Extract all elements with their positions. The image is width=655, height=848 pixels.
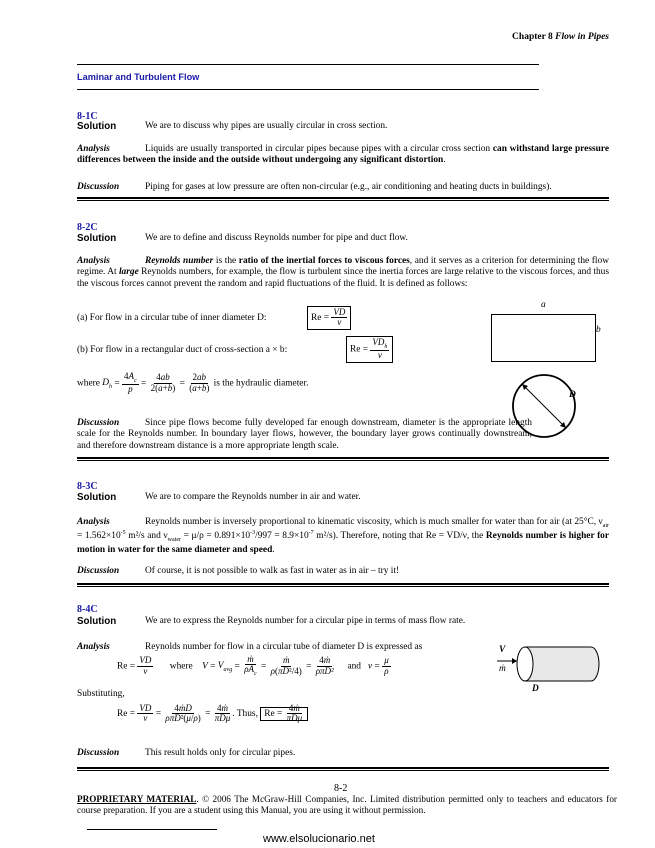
discussion-label: Discussion [77,566,120,576]
problem-id: 8-4C [77,604,98,615]
problem-id: 8-1C [77,111,98,122]
solution-text: We are to compare the Reynolds number in air and water. [145,492,361,502]
solution-text: We are to express the Reynolds number for a circular pipe in terms of mass flow rate. [145,616,466,626]
figure-label-b: b [596,325,601,335]
analysis-label: Analysis [77,256,110,266]
figure-label-D: D [532,684,539,694]
hydraulic-diameter-equation: where $D_h$ = $\frac{4A_c}{p}$ = $\frac{4ab}{2(a+b)}$ = $\frac{2ab}{(a+b)}$ is the hydraulic diameter. [77,371,309,395]
substituting-text: Substituting, [77,689,125,699]
problem-divider [77,767,609,771]
chapter-label: Chapter 8 [512,32,553,42]
problem-divider [77,583,609,587]
page-header [512,32,609,44]
figure-label-D: D [569,390,576,400]
pipe-figure [495,644,605,684]
solution-label: Solution [77,492,117,503]
site-url[interactable]: www.elsolucionario.net [263,833,375,845]
rectangular-duct-figure [491,314,596,362]
discussion-paragraph: Discussion Of course, it is not possible to walk as fast in water as in air – try it! [77,566,400,576]
solution-text: We are to define and discuss Reynolds number for pipe and duct flow. [145,233,408,243]
page-number: 8-2 [334,783,348,794]
discussion-paragraph: Discussion Piping for gases at low pressure are often non-circular (e.g., air conditioning and heating ducts in buildings). [77,182,552,192]
section-rule-top [77,64,539,65]
solution-label: Solution [77,616,117,627]
section-rule-bottom [77,89,539,90]
discussion-paragraph: Discussion This result holds only for circular pipes. [77,748,296,758]
reynolds-equation-circular: Re = $\frac{VD}{\nu}$ [307,306,351,330]
solution-label: Solution [77,233,117,244]
discussion-label: Discussion [77,748,120,758]
chapter-title: Flow in Pipes [555,32,609,42]
reynolds-mass-flow-result: Re = $\frac{VD}{\nu}$ = $\frac{\text{4ṁD}}{\text{ρπD²(μ/ρ)}}$ = $\frac{\text{4ṁ}}{\text{πDμ}}$ . Thus, Re = $\frac{\text{4ṁ}}{\text{πDμ}}$ [117,704,308,724]
problem-id: 8-3C [77,481,98,492]
discussion-label: Discussion [77,418,120,428]
discussion-label: Discussion [77,182,120,192]
reynolds-equation-duct: Re = $\frac{VD_h}{\nu}$ [346,336,393,363]
case-b-text: (b) For flow in a rectangular duct of cross-section a × b: [77,345,288,355]
analysis-paragraph: Analysis Liquids are usually transported in circular pipes because pipes with a circular cross section can withstand large pressure differences between the inside and the outside without undergoing any significant distortion. [77,144,609,166]
solution-text: We are to discuss why pipes are usually circular in cross section. [145,121,388,131]
discussion-paragraph: Discussion Since pipe flows become fully developed far enough downstream, diameter is the appropriate length scale for the Reynolds number. In boundary layer flows, however, the boundary layer grows continually downstream, and therefore downstream distance is a more appropriate length scale. [77,418,532,451]
analysis-paragraph: Analysis Reynolds number is the ratio of the inertial forces to viscous forces, and it serves as a criterion for determining the flow regime. At large Reynolds numbers, for example, the flow is turbulent since the inertia forces are large relative to the viscous forces, and thus the viscous forces cannot prevent the random and rapid fluctuations of the fluid. It is defined as follows: [77,256,610,289]
problem-id: 8-2C [77,222,98,233]
figure-label-a: a [541,300,546,310]
figure-label-mdot: ṁ [499,664,506,674]
reynolds-mass-flow-definitions: Re = $\frac{VD}{\nu}$ where $V = V_{avg}$ = $\frac{\text{ṁ}}{\rho A_c}$ = $\frac{\text{ṁ}}{\text{ρ(πD²/4)}}$ = $\frac{\text{4ṁ}}{\text{ρπD²}}$ and ν = $\frac{\mu}{\rho}$ [117,654,389,678]
section-title: Laminar and Turbulent Flow [77,72,200,82]
footer-rule [87,829,217,830]
case-a-text: (a) For flow in a circular tube of inner diameter D: [77,313,267,323]
analysis-label: Analysis [77,144,110,154]
boxed-result: Re = $\frac{\text{4ṁ}}{\text{πDμ}}$ [260,707,308,721]
figure-label-V: V [499,645,506,655]
problem-divider [77,197,609,201]
analysis-label: Analysis [77,642,110,652]
proprietary-notice: PROPRIETARY MATERIAL. © 2006 The McGraw-Hill Companies, Inc. Limited distribution permitted only to teachers and educators for course preparation. If you are a student using this Manual, you are using it without permission. [77,794,617,816]
problem-divider [77,457,609,461]
analysis-text: Reynolds number for flow in a circular tube of diameter D is expressed as [145,642,423,652]
solution-label: Solution [77,121,117,132]
analysis-label: Analysis [77,517,110,527]
analysis-paragraph: Analysis Reynolds number is inversely proportional to kinematic viscosity, which is much smaller for water than for air (at 25°C, $\nu_{air} = 1.562\times 10^{-5}$ m²/s and $\nu_{water} = \mu/\rho = 0.891\times 10^{-3}/997 = 8.9\times 10^{-7}$ m²/s). Therefore, noting that Re = VD/ν, the Reynolds number is higher for motion in water for the same diameter and speed. [77,517,610,555]
